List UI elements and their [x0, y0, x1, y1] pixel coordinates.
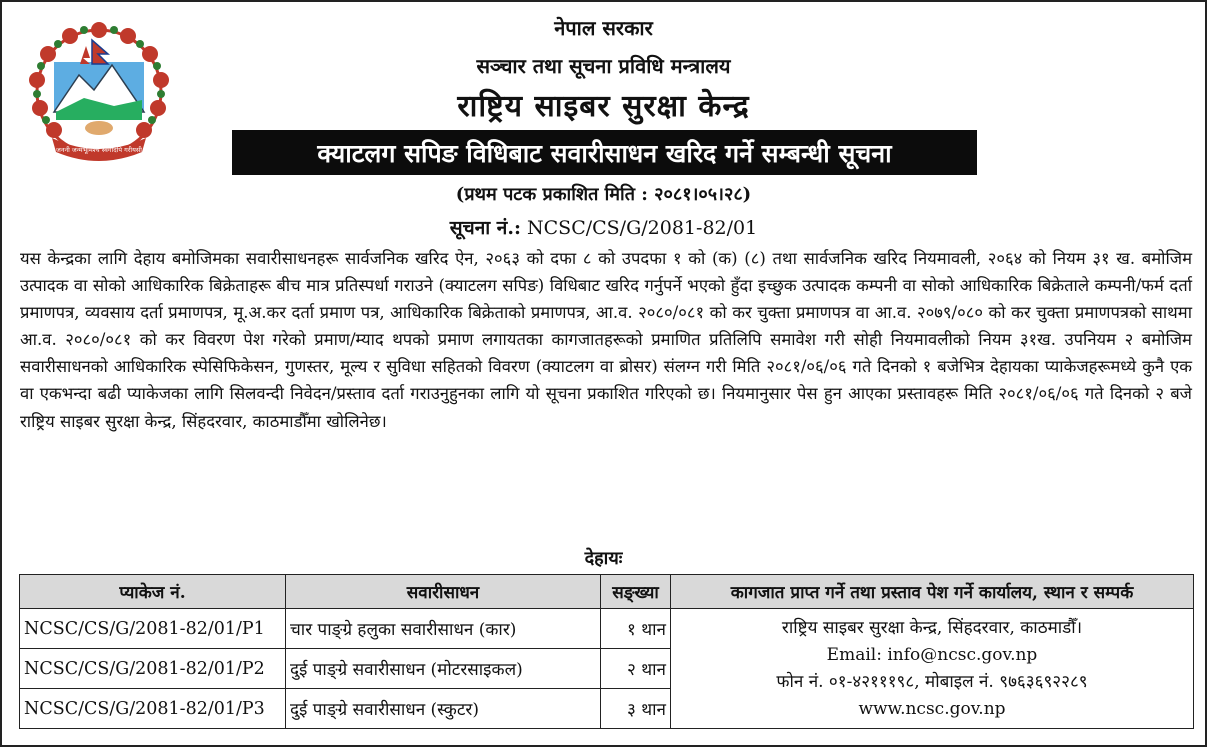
vehicle-type: दुई पाङ्ग्रे सवारीसाधन (स्कुटर): [286, 689, 601, 729]
ministry-name: सञ्चार तथा सूचना प्रविधि मन्त्रालय: [476, 54, 731, 78]
vehicle-type: दुई पाङ्ग्रे सवारीसाधन (मोटरसाइकल): [286, 649, 601, 689]
office-name: राष्ट्रिय साइबर सुरक्षा केन्द्र: [457, 89, 750, 124]
package-table: [19, 574, 1194, 729]
notice-number-label: सूचना नं.:: [449, 217, 521, 239]
contact-office: राष्ट्रिय साइबर सुरक्षा केन्द्र, सिंहदरवार, काठमाडौँ।: [781, 617, 1083, 638]
notice-title: क्याटलग सपिङ विधिबाट सवारीसाधन खरिद गर्ने सम्बन्धी सूचना: [232, 130, 977, 175]
header-vehicle: सवारीसाधन: [286, 575, 601, 609]
annex-label: देहायः: [584, 548, 623, 569]
notice-number-line: [2, 214, 1205, 240]
contact-cell: [671, 609, 1194, 729]
vehicle-quantity: ३ थान: [601, 689, 671, 729]
header-quantity: सङ्ख्या: [601, 575, 671, 609]
emblem-motto: जननी जन्मभूमिश्च स्वर्गादपि गरीयसी: [56, 146, 142, 154]
vehicle-quantity: १ थान: [601, 609, 671, 649]
contact-phone: फोन नं. ०१-४२१११९८, मोबाइल नं. ९७६३६९२२८९: [776, 671, 1088, 692]
vehicle-quantity: २ थान: [601, 649, 671, 689]
government-name: नेपाल सरकार: [554, 16, 653, 40]
table-header-row: [20, 575, 1194, 609]
table-row: [20, 609, 1194, 649]
contact-email: Email: info@ncsc.gov.np: [826, 644, 1038, 665]
notice-number: NCSC/CS/G/2081-82/01: [527, 217, 758, 239]
package-number: NCSC/CS/G/2081-82/01/P3: [20, 689, 286, 729]
notice-body-paragraph: यस केन्द्रका लागि देहाय बमोजिमका सवारीसाधनहरू सार्वजनिक खरिद ऐन, २०६३ को दफा ८ को उपदफा १ को (क) (८) तथा सार्वजनिक खरिद नियमावली, २०६४ को नियम ३१ ख. बमोजिम उत्पादक वा सोको आधिकारिक बिक्रेताहरू बीच मात्र प्रतिस्पर्धा गराउने (क्याटलग सपिङ) विधिबाट खरिद गर्नुपर्ने भएको हुँदा इच्छुक उत्पादक कम्पनी वा सोको आधिकारिक बिक्रेताले कम्पनी/फर्म दर्ता प्रमाणपत्र, व्यवसाय दर्ता प्रमाणपत्र, मू.अ.कर दर्ता प्रमाण पत्र, आधिकारिक बिक्रेताको प्रमाणपत्र, आ.व. २०८०/०८१ को कर चुक्ता प्रमाणपत्र वा आ.व. २०७९/०८० को कर चुक्ता प्रमाणपत्रको साथमा आ.व. २०८०/०८१ को कर विवरण पेश गरेको प्रमाण/म्याद थपको प्रमाण लगायतका कागजातहरूको प्रमाणित प्रतिलिपि समावेश गरी सोही नियमावलीको नियम ३१ख. उपनियम २ बमोजिम सवारीसाधनको आधिकारिक स्पेसिफिकेसन, गुणस्तर, मूल्य र सुविधा सहितको विवरण (क्याटलग वा ब्रोसर) संलग्न गरी मिति २०८१/०६/०६ गते दिनको १ बजेभित्र देहायका प्याकेजहरूमध्ये कुनै एक वा एकभन्दा बढी प्याकेजका लागि सिलवन्दी निवेदन/प्रस्ताव दर्ता गराउनुहुनका लागि यो सूचना प्रकाशित गरिएको छ। नियमानुसार पेस हुन आएका प्रस्तावहरू मिति २०८१/०६/०६ गते दिनको २ बजे राष्ट्रिय साइबर सुरक्षा केन्द्र, सिंहदरवार, काठमाडौँमा खोलिनेछ।: [20, 249, 1192, 431]
package-number: NCSC/CS/G/2081-82/01/P1: [20, 609, 286, 649]
first-published-date: (प्रथम पटक प्रकाशित मिति : २०८१।०५।२८): [455, 184, 752, 205]
contact-website: www.ncsc.gov.np: [858, 698, 1006, 719]
header-contact: कागजात प्राप्त गर्ने तथा प्रस्ताव पेश गर्ने कार्यालय, स्थान र सम्पर्क: [671, 575, 1194, 609]
header-package-no: प्याकेज नं.: [20, 575, 286, 609]
package-number: NCSC/CS/G/2081-82/01/P2: [20, 649, 286, 689]
vehicle-type: चार पाङ्ग्रे हलुका सवारीसाधन (कार): [286, 609, 601, 649]
